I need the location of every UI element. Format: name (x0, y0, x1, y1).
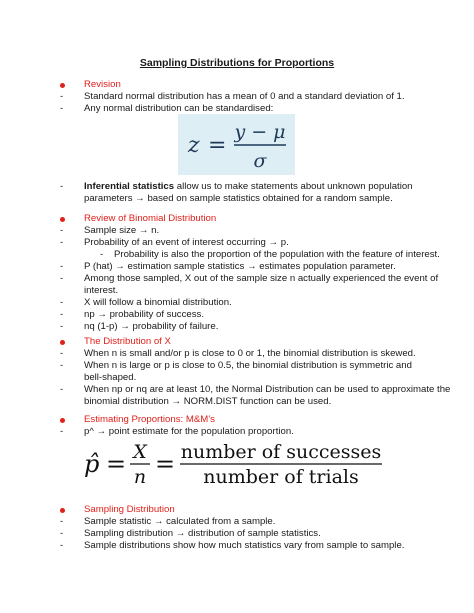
z-score-formula (178, 114, 295, 175)
list-item: Sample statistic → calculated from a sample. (84, 516, 276, 527)
list-item: Sampling distribution → distribution of sample statistics. (84, 528, 321, 539)
bullet-icon (60, 340, 65, 345)
dash: - (60, 540, 64, 551)
list-item: Sample distributions show how much statistics vary from sample to sample. (84, 540, 405, 551)
list-item-continued: interest. (84, 285, 119, 296)
bullet-icon (60, 508, 65, 513)
bullet-icon (60, 83, 65, 88)
dash: - (60, 321, 64, 332)
dash: - (60, 528, 64, 539)
dash: - (60, 237, 64, 248)
list-item: When n is large or p is close to 0.5, the binomial distribution is symmetric and (84, 360, 412, 371)
list-item: Probability of an event of interest occurring → p. (84, 237, 289, 248)
section-heading-distribution-x: The Distribution of X (84, 336, 171, 347)
dash: - (60, 426, 64, 437)
section-heading-estimating: Estimating Proportions: M&M’s (84, 414, 215, 425)
dash: - (60, 91, 64, 102)
list-item: When np or nq are at least 10, the Normal Distribution can be used to approximate the (84, 384, 451, 395)
list-item: X will follow a binomial distribution. (84, 297, 232, 308)
list-item: Sample size → n. (84, 225, 160, 236)
list-item: When n is small and/or p is close to 0 or 1, the binomial distribution is skewed. (84, 348, 416, 359)
dash: - (60, 309, 64, 320)
dash: - (100, 249, 104, 260)
list-item: np → probability of success. (84, 309, 204, 320)
bullet-icon (60, 217, 65, 222)
dash: - (60, 297, 64, 308)
formula-equals: = (208, 133, 227, 158)
list-item-continued: binomial distribution → NORM.DIST function can be used. (84, 396, 332, 407)
formula-denominator: σ (253, 150, 267, 172)
list-item: P (hat) → estimation sample statistics → estimates population parameter. (84, 261, 396, 272)
p-hat-formula (84, 438, 384, 488)
dash: - (60, 181, 64, 192)
section-heading-binomial: Review of Binomial Distribution (84, 213, 217, 224)
list-item: nq (1-p) → probability of failure. (84, 321, 219, 332)
dash: - (60, 384, 64, 395)
formula-numerator: X (133, 441, 147, 463)
sub-list-item: Probability is also the proportion of the population with the feature of interest. (114, 249, 440, 260)
formula-equals: = (155, 450, 176, 478)
list-item-rest: allow us to make statements about unknown population (174, 181, 413, 192)
formula-numerator: y − μ (234, 121, 286, 143)
list-item (84, 181, 413, 193)
bullet-icon (60, 418, 65, 423)
dash: - (60, 360, 64, 371)
list-item: Standard normal distribution has a mean of 0 and a standard deviation of 1. (84, 91, 405, 102)
bold-term: Inferential statistics (84, 181, 175, 192)
list-item-continued: bell-shaped. (84, 372, 137, 383)
dash: - (60, 103, 64, 114)
list-item: Among those sampled, X out of the sample size n actually experienced the event of (84, 273, 439, 284)
formula-equals: = (106, 450, 127, 478)
formula-lhs: z (188, 133, 200, 158)
dash: - (60, 225, 64, 236)
page-title: Sampling Distributions for Proportions (139, 57, 335, 69)
formula-denominator: number of trials (203, 466, 359, 488)
formula-numerator: number of successes (180, 441, 382, 463)
dash: - (60, 273, 64, 284)
dash: - (60, 348, 64, 359)
list-item-continued: parameters → based on sample statistics obtained for a random sample. (84, 193, 393, 204)
dash: - (60, 261, 64, 272)
section-heading-sampling: Sampling Distribution (84, 504, 175, 515)
dash: - (60, 516, 64, 527)
formula-lhs: p̂ (84, 450, 100, 478)
list-item: Any normal distribution can be standardised: (84, 103, 274, 114)
section-heading-revision: Revision (84, 79, 121, 90)
list-item: p^ → point estimate for the population proportion. (84, 426, 294, 437)
formula-denominator: n (133, 466, 147, 488)
